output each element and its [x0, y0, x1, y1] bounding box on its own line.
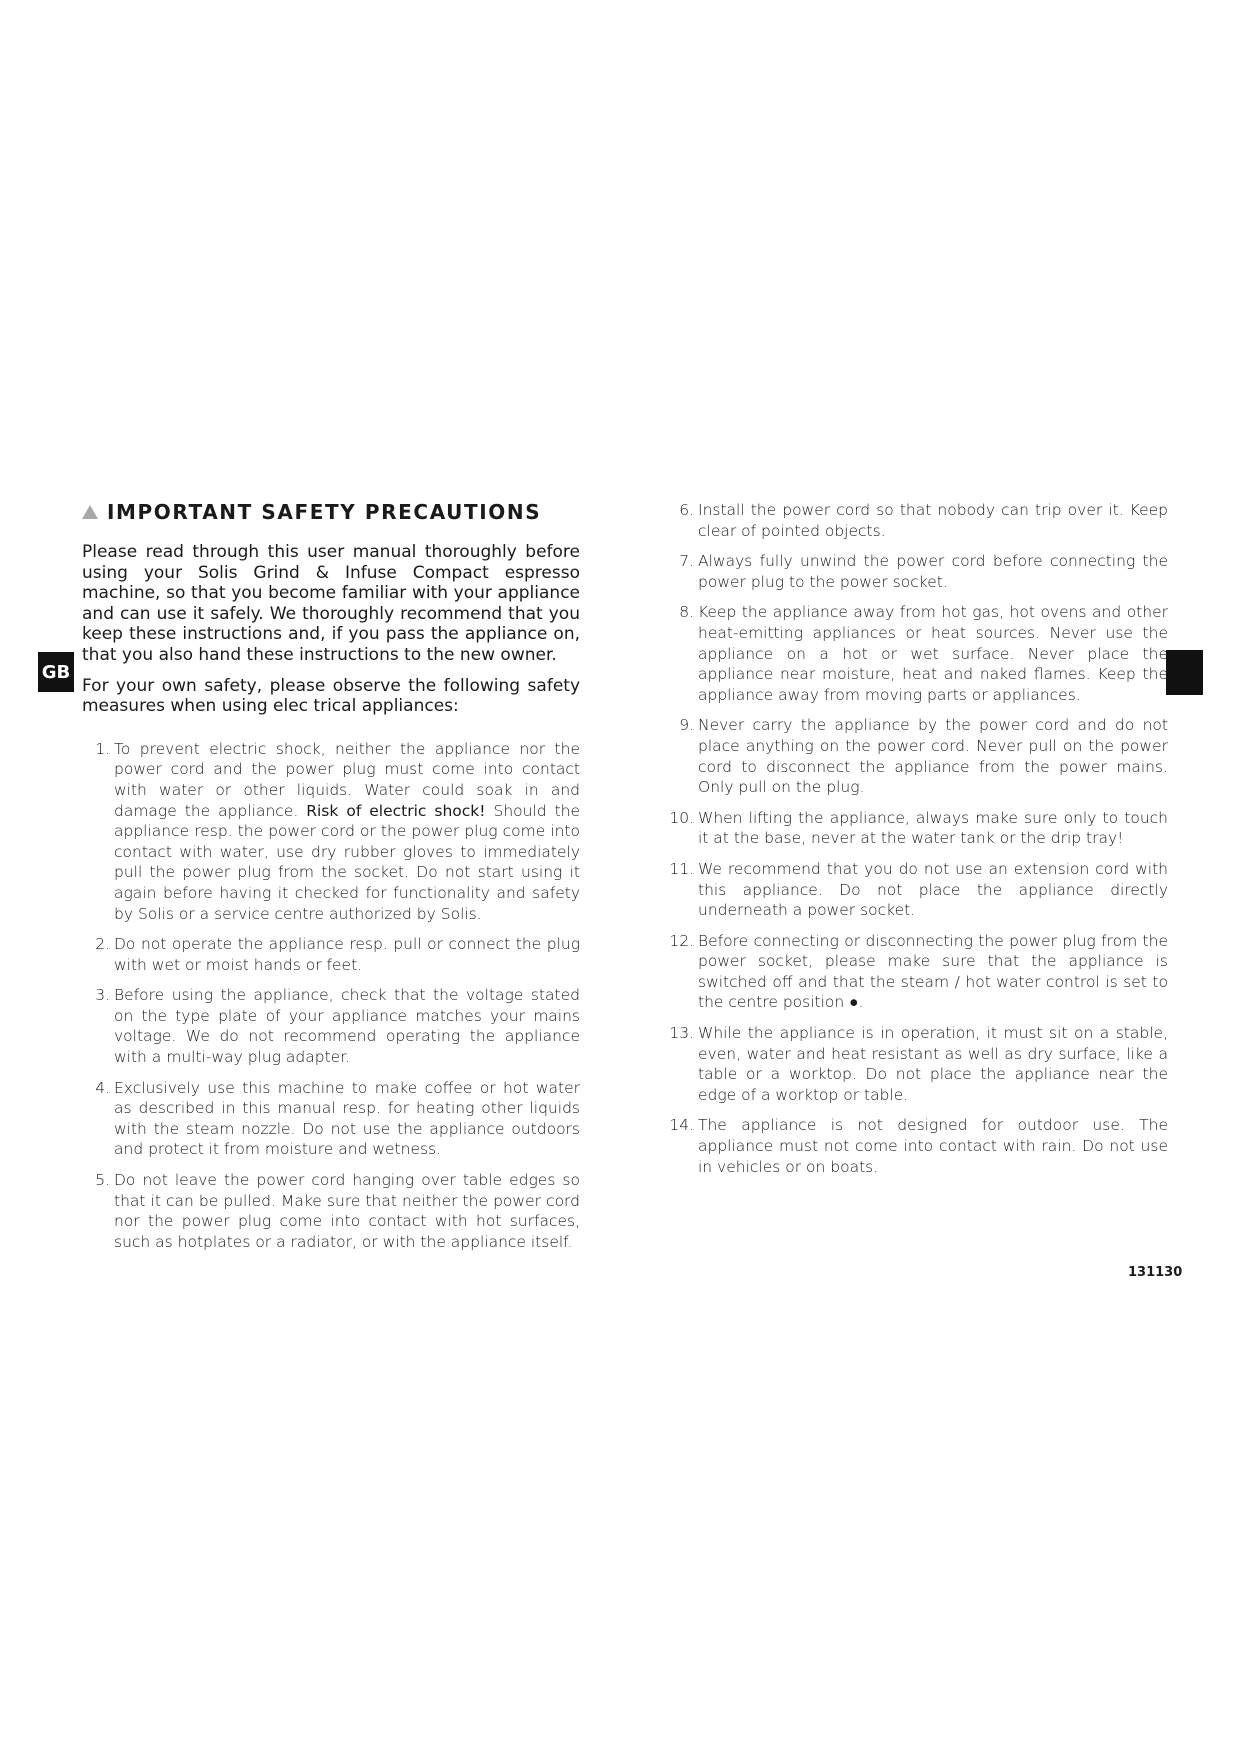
list-item — [82, 739, 580, 924]
item-text-pre: To prevent electric shock, neither the appliance nor the power cord and the power plug must come into contact with water or other liquids. Water could soak in and damage the appliance. — [114, 739, 580, 820]
item-text: Always fully unwind the power cord before connecting the power plug to the power socket. — [698, 552, 1168, 591]
list-item — [668, 500, 1168, 541]
item-text: The appliance is not designed for outdoor use. The appliance must not come into contact with rain. Do not use in vehicles or on boats. — [698, 1116, 1168, 1176]
item-text: Do not leave the power cord hanging over table edges so that it can be pulled. Make sure that neither the power cord nor the power plug come into contact with hot surfaces, such as hotplates or a radiator, or with the appliance itself. — [114, 1171, 580, 1251]
edge-tab-marker — [1166, 650, 1203, 695]
warning-triangle-icon — [82, 505, 98, 519]
left-column — [82, 500, 580, 1262]
list-item — [668, 859, 1168, 921]
list-item — [82, 985, 580, 1067]
item-text: Before connecting or disconnecting the power plug from the power socket, please make sure that the appliance is switched off and that the steam / hot water control is set to the centre position ●. — [698, 931, 1168, 1012]
item-number: 4. — [95, 1078, 110, 1097]
item-number: 5. — [95, 1171, 110, 1190]
item-number: 7. — [679, 552, 694, 571]
list-item — [668, 1023, 1168, 1105]
item-text: We recommend that you do not use an extension cord with this appliance. Do not place the appliance directly underneath a power socket. — [698, 859, 1168, 920]
item-text: When lifting the appliance, always make sure only to touch it at the base, never at the water tank or the drip tray! — [698, 808, 1168, 848]
item-number: 13. — [669, 1024, 694, 1043]
safety-list-right — [668, 500, 1168, 1177]
heading-text: IMPORTANT SAFETY PRECAUTIONS — [107, 500, 542, 524]
item-text-post: Should the appliance resp. the power cord or the power plug come into contact with water, use dry rubber gloves to immediately pull the power plug from the socket. Do not start using it again before having it checked for functionality and safety by Solis or a service centre authorized by Solis. — [114, 801, 580, 923]
intro-safety-measures: For your own safety, please observe the following safety measures when using elec trical appliances: — [82, 675, 580, 717]
list-item — [668, 715, 1168, 797]
item-text: Exclusively use this machine to make coffee or hot water as described in this manual resp. for heating other liquids with the steam nozzle. Do not use the appliance outdoors and protect it from moisture and wetness. — [114, 1078, 580, 1159]
item-text-strong: Risk of electric shock! — [306, 801, 486, 820]
item-text: Install the power cord so that nobody can trip over it. Keep clear of pointed objects. — [698, 501, 1168, 540]
page-heading — [82, 500, 580, 524]
right-column — [668, 500, 1168, 1187]
list-item — [668, 1115, 1168, 1177]
item-number: 2. — [95, 935, 110, 954]
item-number: 3. — [95, 986, 110, 1005]
item-text: While the appliance is in operation, it must sit on a stable, even, water and heat resistant as well as dry surface, like a table or a worktop. Do not place the appliance near the edge of a worktop or table. — [698, 1024, 1168, 1104]
list-item — [82, 1170, 580, 1252]
item-number: 10. — [669, 808, 694, 827]
safety-list-left — [82, 739, 580, 1253]
list-item — [82, 1078, 580, 1160]
intro-paragraph: Please read through this user manual thoroughly before using your Solis Grind & Infuse Compact espresso machine, so that you become familiar with your appliance and can use it safely. We thoroughly recommend that you keep these instructions and, if you pass the appliance on, that you also hand these instructions to the new owner. — [82, 542, 580, 665]
item-number: 12. — [669, 931, 694, 950]
item-text: Before using the appliance, check that the voltage stated on the type plate of your appliance matches your mains voltage. We do not recommend operating the appliance with a multi-way plug adapter. — [114, 986, 580, 1067]
item-number: 9. — [679, 716, 694, 735]
language-tab: GB — [38, 652, 74, 692]
list-item — [82, 934, 580, 975]
list-item — [668, 551, 1168, 592]
item-number: 6. — [679, 501, 694, 519]
item-text: Do not operate the appliance resp. pull or connect the plug with wet or moist hands or feet. — [114, 935, 580, 974]
item-text: Keep the appliance away from hot gas, hot ovens and other heat-emitting appliances or heat sources. Never use the appliance on a hot or wet surface. Never place the appliance near moisture, heat and naked flames. Keep the appliance away from moving parts or appliances. — [698, 603, 1168, 704]
item-number: 1. — [95, 739, 110, 758]
list-item — [668, 808, 1168, 849]
list-item — [668, 602, 1168, 705]
item-text: Never carry the appliance by the power cord and do not place anything on the power cord. Never pull on the power cord to disconnect the appliance from the power mains. Only pull on the plug. — [698, 716, 1168, 797]
item-number: 11. — [669, 859, 694, 878]
item-number: 14. — [669, 1116, 694, 1135]
page-code: 131130 — [1128, 1265, 1183, 1280]
list-item — [668, 931, 1168, 1013]
item-number: 8. — [679, 603, 694, 622]
